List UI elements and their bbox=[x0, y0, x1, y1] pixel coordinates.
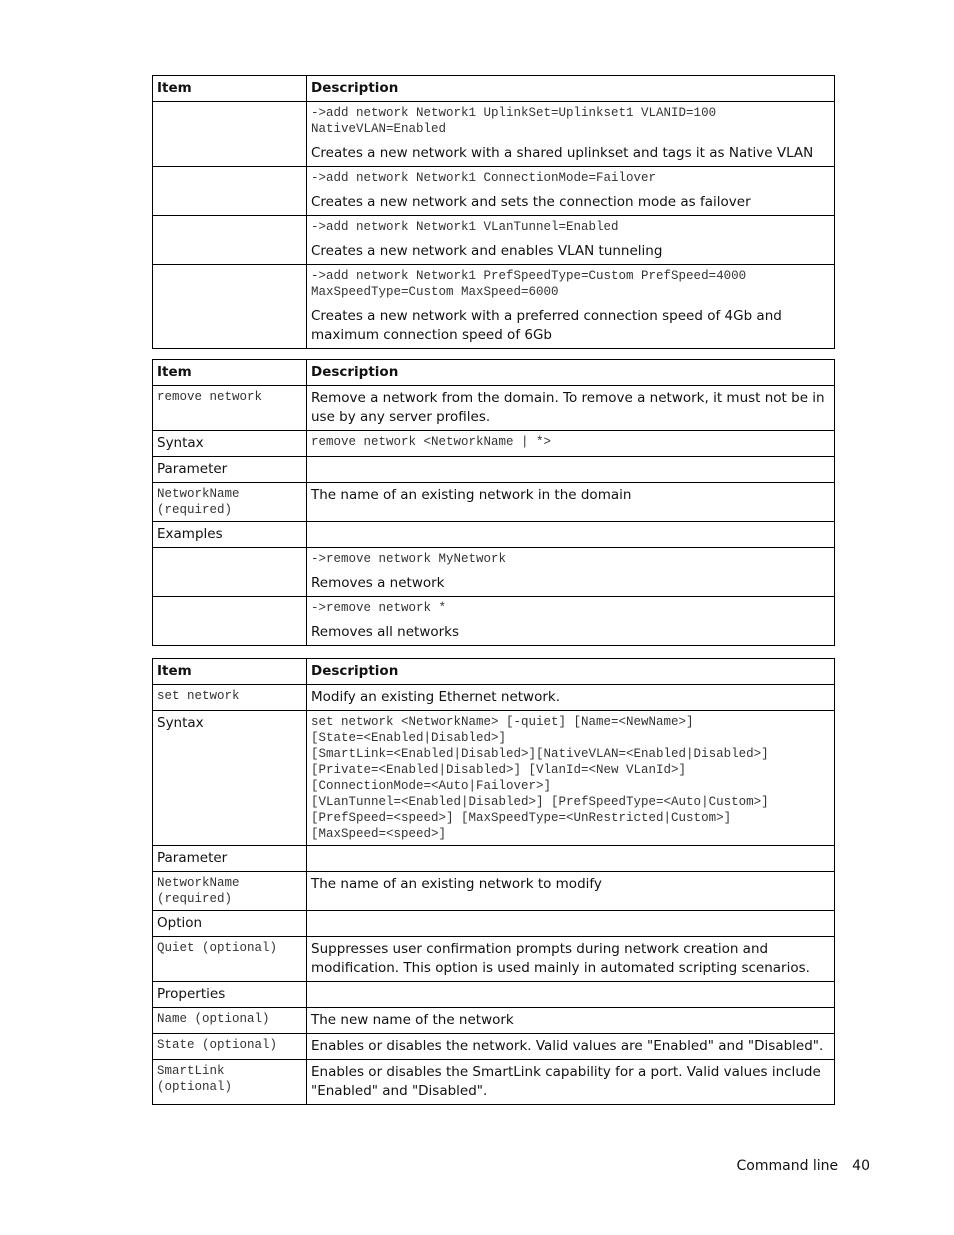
table-row bbox=[153, 265, 835, 349]
syntax-label: Syntax bbox=[153, 711, 307, 846]
item-cell bbox=[153, 1034, 307, 1060]
item-cell bbox=[153, 597, 307, 646]
parameter-name: NetworkName (required) bbox=[157, 487, 240, 517]
table-row bbox=[153, 1060, 835, 1105]
item-cell bbox=[153, 167, 307, 216]
description-cell: Enables or disables the network. Valid values are "Enabled" and "Disabled". bbox=[307, 1034, 835, 1060]
table-row bbox=[153, 102, 835, 167]
description-cell bbox=[307, 167, 835, 216]
example-description: Removes all networks bbox=[311, 624, 460, 640]
table-row bbox=[153, 522, 835, 548]
description-cell bbox=[307, 457, 835, 483]
examples-label: Examples bbox=[153, 522, 307, 548]
item-cell bbox=[153, 548, 307, 597]
example-command: ->add network Network1 UplinkSet=Uplinkset1 VLANID=100 NativeVLAN=Enabled bbox=[311, 106, 717, 136]
description-column-header: Description bbox=[307, 76, 835, 102]
properties-label: Properties bbox=[153, 982, 307, 1008]
description-cell bbox=[307, 597, 835, 646]
description-cell bbox=[307, 711, 835, 846]
set-network-table bbox=[152, 658, 835, 1105]
description-cell: Enables or disables the SmartLink capability for a port. Valid values include "Enabled" and "Disabled". bbox=[307, 1060, 835, 1105]
example-description: Creates a new network with a shared uplinkset and tags it as Native VLAN bbox=[311, 145, 814, 161]
option-label: Option bbox=[153, 911, 307, 937]
item-cell bbox=[153, 872, 307, 911]
table-row bbox=[153, 1034, 835, 1060]
table-header-row bbox=[153, 360, 835, 386]
parameter-name: NetworkName (required) bbox=[157, 876, 240, 906]
item-cell bbox=[153, 1008, 307, 1034]
table-row bbox=[153, 685, 835, 711]
example-description: Removes a network bbox=[311, 575, 445, 591]
example-command: ->remove network MyNetwork bbox=[311, 552, 507, 566]
description-cell bbox=[307, 982, 835, 1008]
page-footer bbox=[737, 1158, 871, 1174]
table-row bbox=[153, 431, 835, 457]
parameter-label: Parameter bbox=[153, 457, 307, 483]
description-cell: Remove a network from the domain. To remove a network, it must not be in use by any server profiles. bbox=[307, 386, 835, 431]
item-cell bbox=[153, 386, 307, 431]
example-command: ->add network Network1 ConnectionMode=Failover bbox=[311, 171, 657, 185]
command-name: remove network bbox=[157, 390, 263, 404]
description-cell bbox=[307, 102, 835, 167]
remove-network-table bbox=[152, 359, 835, 646]
example-description: Creates a new network with a preferred connection speed of 4Gb and maximum connection speed of 6Gb bbox=[311, 308, 782, 343]
description-cell: The new name of the network bbox=[307, 1008, 835, 1034]
table-row bbox=[153, 982, 835, 1008]
table-row bbox=[153, 1008, 835, 1034]
table-header-row bbox=[153, 659, 835, 685]
table-header-row bbox=[153, 76, 835, 102]
item-cell bbox=[153, 102, 307, 167]
table-row bbox=[153, 872, 835, 911]
description-cell bbox=[307, 522, 835, 548]
example-command: ->remove network * bbox=[311, 601, 447, 615]
command-name: set network bbox=[157, 689, 240, 703]
description-cell bbox=[307, 216, 835, 265]
description-cell: The name of an existing network to modify bbox=[307, 872, 835, 911]
page-number: 40 bbox=[852, 1158, 870, 1174]
item-cell bbox=[153, 265, 307, 349]
table-row bbox=[153, 846, 835, 872]
table-row bbox=[153, 597, 835, 646]
item-cell bbox=[153, 937, 307, 982]
item-column-header: Item bbox=[153, 76, 307, 102]
description-column-header: Description bbox=[307, 360, 835, 386]
item-column-header: Item bbox=[153, 360, 307, 386]
description-cell: Modify an existing Ethernet network. bbox=[307, 685, 835, 711]
item-cell bbox=[153, 685, 307, 711]
item-column-header: Item bbox=[153, 659, 307, 685]
item-cell bbox=[153, 1060, 307, 1105]
option-name: Quiet (optional) bbox=[157, 941, 278, 955]
description-column-header: Description bbox=[307, 659, 835, 685]
property-name: State (optional) bbox=[157, 1038, 278, 1052]
example-command: ->add network Network1 PrefSpeedType=Custom PrefSpeed=4000 MaxSpeedType=Custom MaxSpeed=6000 bbox=[311, 269, 747, 299]
syntax-value: remove network <NetworkName | *> bbox=[311, 435, 552, 449]
description-cell: Suppresses user confirmation prompts during network creation and modification. This option is used mainly in automated scripting scenarios. bbox=[307, 937, 835, 982]
syntax-label: Syntax bbox=[153, 431, 307, 457]
table-row bbox=[153, 386, 835, 431]
description-cell bbox=[307, 431, 835, 457]
example-description: Creates a new network and sets the connection mode as failover bbox=[311, 194, 751, 210]
example-command: ->add network Network1 VLanTunnel=Enabled bbox=[311, 220, 619, 234]
description-cell bbox=[307, 265, 835, 349]
table-row bbox=[153, 167, 835, 216]
syntax-value: set network <NetworkName> [-quiet] [Name=<NewName>] [State=<Enabled|Disabled>] [SmartLink=<Enabled|Disabled>][NativeVLAN=<Enabled|Disabled>] [Private=<Enabled|Disabled>] [VlanId=<New VLanId>] [ConnectionMode=<Auto|Failover>] [VLanTunnel=<Enabled|Disabled>] [PrefSpeedType=<Auto|Custom>] [PrefSpeed=<speed>] [MaxSpeedType=<UnRestricted|Custom>] [MaxSpeed=<speed>] bbox=[311, 715, 769, 841]
example-description: Creates a new network and enables VLAN tunneling bbox=[311, 243, 663, 259]
item-cell bbox=[153, 483, 307, 522]
table-row bbox=[153, 937, 835, 982]
description-cell: The name of an existing network in the domain bbox=[307, 483, 835, 522]
table-row bbox=[153, 711, 835, 846]
description-cell bbox=[307, 911, 835, 937]
table-row bbox=[153, 216, 835, 265]
table-row bbox=[153, 548, 835, 597]
table-row bbox=[153, 457, 835, 483]
description-cell bbox=[307, 846, 835, 872]
parameter-label: Parameter bbox=[153, 846, 307, 872]
property-name: SmartLink (optional) bbox=[157, 1064, 233, 1094]
table-row bbox=[153, 911, 835, 937]
add-network-examples-table bbox=[152, 75, 835, 349]
footer-section-title: Command line bbox=[736, 1158, 839, 1174]
property-name: Name (optional) bbox=[157, 1012, 270, 1026]
table-row bbox=[153, 483, 835, 522]
item-cell bbox=[153, 216, 307, 265]
description-cell bbox=[307, 548, 835, 597]
